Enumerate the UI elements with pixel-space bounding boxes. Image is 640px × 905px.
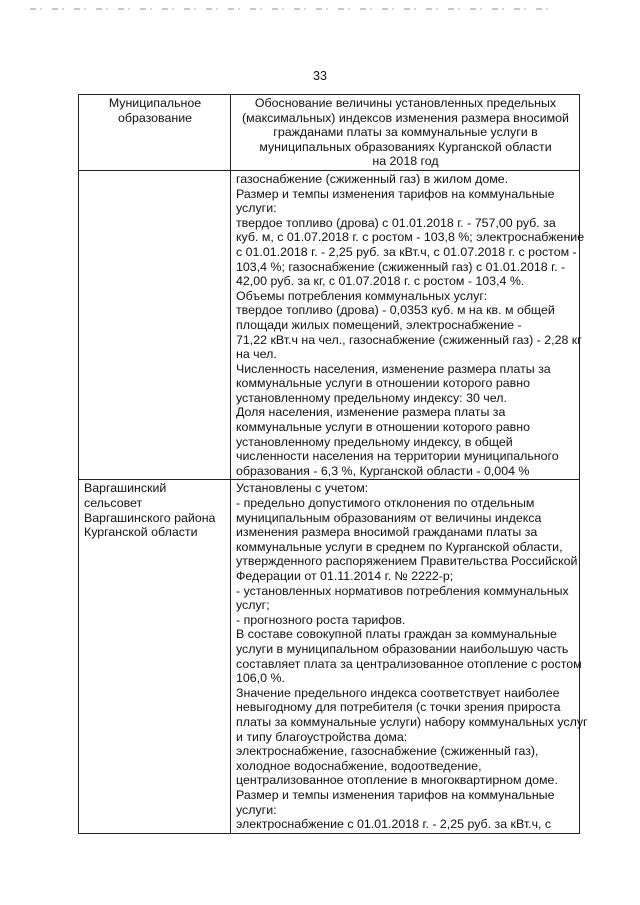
header-line: образование [117, 110, 193, 125]
text-line: Доля населения, изменение размера платы за [236, 405, 506, 420]
tariff-table [78, 94, 588, 834]
text-line: Размер и темпы изменения тарифов на коммунальные [236, 186, 555, 201]
header-line: на 2018 год [372, 154, 439, 169]
justification-cell [231, 480, 588, 833]
table-header-row [79, 95, 580, 171]
text-line: коммунальные услуги в отношении которого равно [236, 376, 530, 391]
text-line: централизованное отопление в многоквартирном доме. [236, 773, 558, 788]
header-line: (максимальных) индексов изменения размера вносимой [242, 110, 569, 125]
text-line: 103,4 %; газоснабжение (сжиженный газ) с 01.01.2018 г. - [236, 259, 566, 274]
text-line: Установлены с учетом: [236, 481, 369, 496]
justification-cell [231, 170, 585, 479]
text-line: Размер и темпы изменения тарифов на коммунальные [236, 787, 555, 802]
text-line: Численность населения, изменение размера платы за [236, 361, 551, 376]
text-line: установленному предельному индексу, в общей [236, 434, 513, 449]
table-row [79, 170, 580, 479]
text-line: электроснабжение с 01.01.2018 г. - 2,25 руб. за кВт.ч, с [236, 817, 552, 832]
text-line: - предельно допустимого отклонения по отдельным [236, 496, 535, 511]
text-line: и типу благоустройства дома: [236, 729, 408, 744]
text-line: услуги в муниципальном образовании наибольшую часть [236, 641, 569, 656]
text-line: 42,00 руб. за кг, с 01.07.2018 г. с ростом - 103,4 %. [236, 274, 525, 289]
municipality-cell [79, 480, 231, 833]
text-line: муниципальным образованиям от величины индекса [236, 510, 542, 525]
text-line: составляет плата за централизованное отопление с ростом [236, 656, 582, 671]
text-line: 71,22 кВт.ч на чел., газоснабжение (сжиженный газ) - 2,28 кг [236, 332, 582, 347]
text-line: изменения размера вносимой гражданами платы за [236, 525, 538, 540]
text-line: холодное водоснабжение, водоотведение, [236, 758, 482, 773]
text-line: электроснабжение, газоснабжение (сжиженный газ), [236, 744, 539, 759]
text-line: платы за коммунальные услуги) набору коммунальных услуг [236, 714, 588, 729]
municipality-name-line: сельсовет [84, 496, 143, 511]
text-line: Объемы потребления коммунальных услуг: [236, 288, 488, 303]
text-line: 106,0 %. [236, 671, 285, 686]
text-line: коммунальные услуги в отношении которого равно [236, 420, 530, 435]
text-line: образования - 6,3 %, Курганской области - 0,004 % [236, 463, 530, 478]
text-line: на чел. [236, 347, 277, 362]
page-number: 33 [313, 69, 327, 83]
text-line: твердое топливо (дрова) с 01.01.2018 г. - 757,00 руб. за [236, 215, 556, 230]
text-line: Федерации от 01.11.2014 г. № 2222-р; [236, 569, 454, 583]
header-line: гражданами платы за коммунальные услуги в [273, 125, 538, 140]
text-line: услуги: [236, 201, 277, 216]
header-line: Обоснование величины установленных предельных [254, 96, 557, 110]
text-line: услуги: [236, 802, 277, 817]
text-line: утвержденного распоряжением Правительства Российской [236, 554, 578, 569]
text-line: твердое топливо (дрова) - 0,0353 куб. м на кв. м общей [236, 303, 555, 318]
text-line: - прогнозного роста тарифов. [236, 612, 406, 627]
text-line: газоснабжение (сжиженный газ) в жилом доме. [236, 171, 509, 186]
text-line: услуг; [236, 598, 270, 613]
municipality-name-line: Варгашинский [84, 481, 167, 496]
text-line: площади жилых помещений, электроснабжение - [236, 317, 522, 332]
text-line: с 01.01.2018 г. - 2,25 руб. за кВт.ч, с 01.07.2018 г. с ростом - [236, 244, 577, 259]
text-line: куб. м, с 01.07.2018 г. с ростом - 103,8 %; электроснабжение [236, 230, 585, 245]
text-line: Значение предельного индекса соответствует наиболее [236, 685, 560, 700]
scan-artifact-line [30, 8, 550, 10]
header-justification [231, 95, 580, 171]
municipality-name-line: Курганской области [84, 525, 198, 540]
header-line: Муниципальное [108, 96, 202, 110]
text-line: численности населения на территории муниципального [236, 449, 559, 464]
municipality-name-line: Варгашинского района [84, 510, 216, 525]
header-line: муниципальных образованиях Курганской области [259, 139, 552, 154]
header-municipality [79, 95, 231, 171]
text-line: коммунальные услуги в среднем по Курганской области, [236, 539, 563, 554]
municipality-cell [79, 170, 231, 479]
text-line: невыгодному для потребителя (с точки зрения прироста [236, 700, 561, 715]
text-line: В составе совокупной платы граждан за коммунальные [236, 627, 557, 642]
text-line: установленному предельному индексу: 30 чел. [236, 390, 507, 405]
text-line: - установленных нормативов потребления коммунальных [236, 583, 569, 598]
table-row [79, 480, 580, 833]
